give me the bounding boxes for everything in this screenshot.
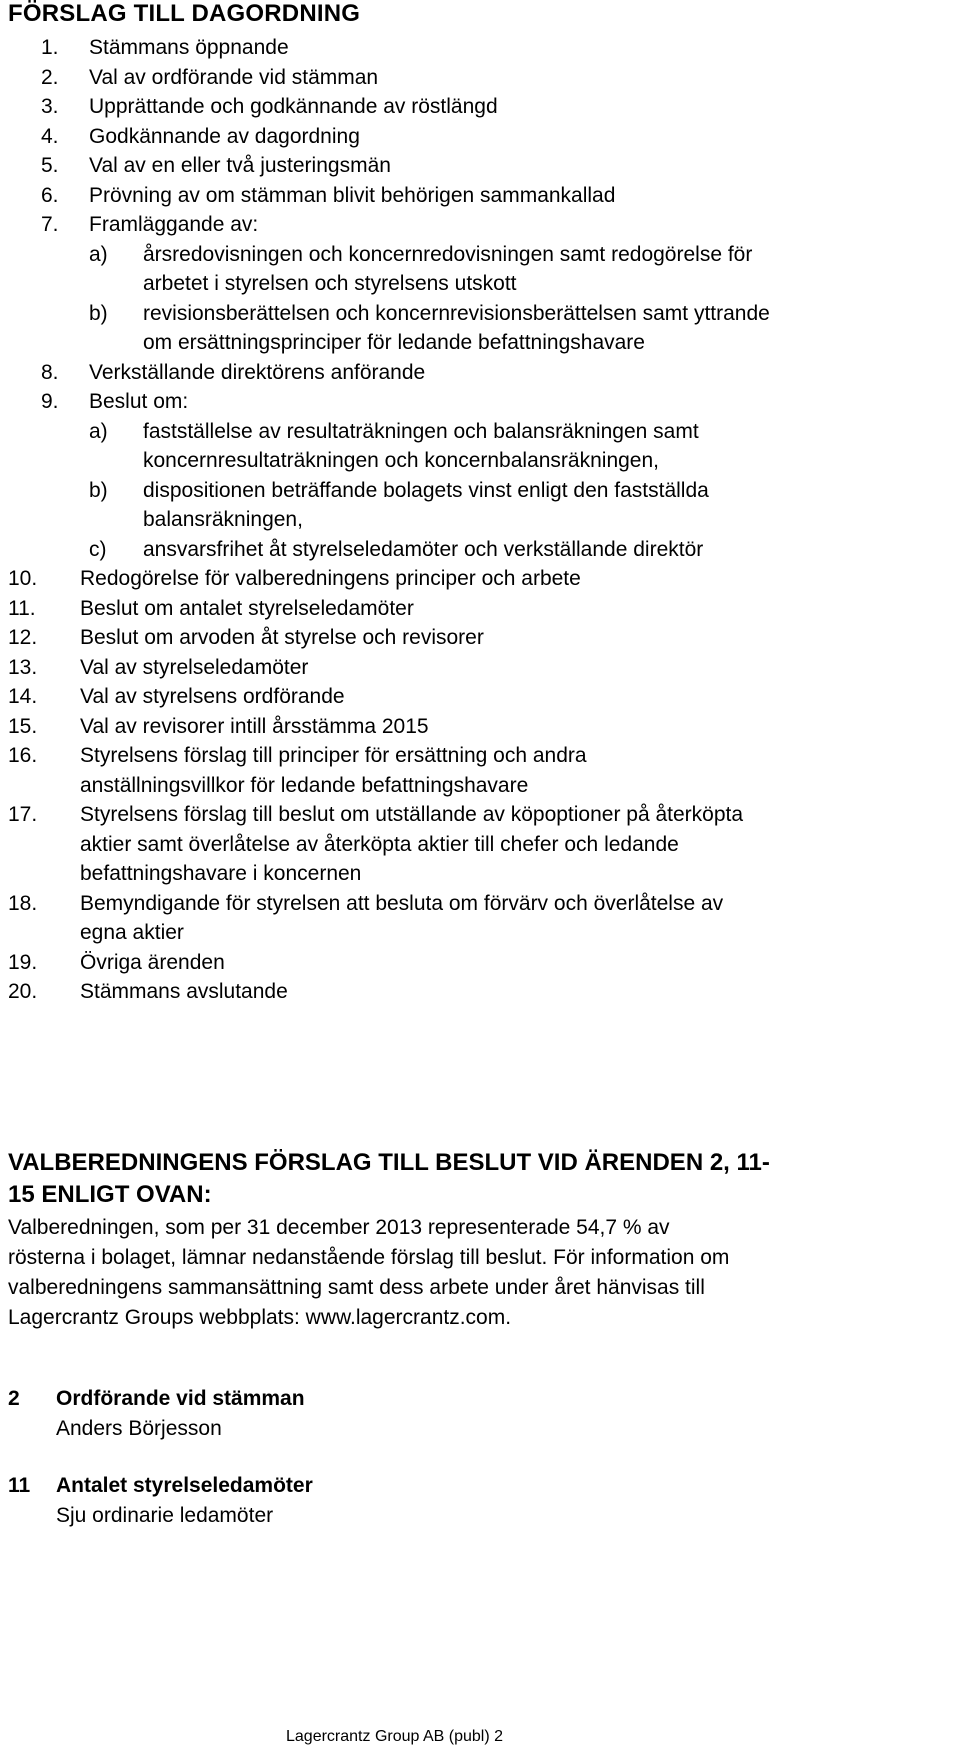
subitem-text: koncernresultaträkningen och koncernbalansräkningen,: [143, 449, 659, 472]
agenda-item: [0, 63, 960, 93]
item-text: Val av styrelsens ordförande: [80, 685, 345, 708]
intro-line: Valberedningen, som per 31 december 2013 representerade 54,7 % av: [8, 1216, 670, 1239]
agenda-item: [0, 800, 960, 830]
intro-line: valberedningens sammansättning samt dess arbete under året hänvisas till: [8, 1276, 705, 1299]
item-number: 16.: [8, 744, 38, 767]
intro-line: rösterna i bolaget, lämnar nedanstående förslag till beslut. För information om: [8, 1246, 730, 1269]
subitem-text: om ersättningsprinciper för ledande befattningshavare: [143, 331, 645, 354]
subitem-letter: b): [89, 301, 108, 325]
decision-text: Sju ordinarie ledamöter: [56, 1504, 274, 1527]
item-text: Stämmans öppnande: [89, 36, 289, 59]
subitem-text: arbetet i styrelsen och styrelsens utskott: [143, 272, 517, 295]
agenda-subitem-continuation: [0, 328, 960, 358]
decision-title: Antalet styrelseledamöter: [56, 1474, 313, 1497]
item-text: egna aktier: [80, 921, 184, 944]
item-text: Beslut om arvoden åt styrelse och revisorer: [80, 626, 484, 649]
item-number: 5.: [41, 154, 59, 177]
item-text: Val av revisorer intill årsstämma 2015: [80, 714, 429, 738]
decision-title: Ordförande vid stämman: [56, 1387, 305, 1410]
item-number: 3.: [41, 95, 59, 118]
agenda-item-continuation: [0, 859, 960, 889]
item-text: Framläggande av:: [89, 213, 259, 236]
agenda-item: [0, 33, 960, 63]
item-text: Godkännande av dagordning: [89, 124, 360, 148]
agenda-item: [0, 181, 960, 211]
agenda-item: [0, 623, 960, 653]
agenda-subitem: [0, 476, 960, 506]
item-text: Prövning av om stämman blivit behörigen sammankallad: [89, 183, 616, 207]
page-footer: Lagercrantz Group AB (publ) 2: [286, 1728, 504, 1745]
proposal-section: [8, 1147, 948, 1333]
item-text: Beslut om:: [89, 390, 189, 413]
proposal-heading-line: VALBEREDNINGENS FÖRSLAG TILL BESLUT VID ÄRENDEN 2, 11-: [8, 1149, 770, 1176]
agenda-item: [0, 122, 960, 152]
item-number: 20.: [8, 980, 38, 1003]
agenda-item: [0, 387, 960, 417]
agenda-item: [0, 653, 960, 683]
item-number: 11.: [8, 596, 36, 620]
item-text: Verkställande direktörens anförande: [89, 360, 426, 384]
item-number: 12.: [8, 626, 38, 649]
agenda-subitem: [0, 535, 960, 565]
item-text: befattningshavare i koncernen: [80, 862, 362, 885]
agenda-item: [0, 682, 960, 712]
item-number: 2.: [41, 65, 59, 89]
subitem-letter: b): [89, 478, 108, 502]
item-number: 14.: [8, 685, 38, 708]
item-number: 8.: [41, 360, 59, 384]
item-text: Val av styrelseledamöter: [80, 655, 309, 679]
item-number: 10.: [8, 567, 38, 590]
agenda-subitem: [0, 417, 960, 447]
subitem-text: ansvarsfrihet åt styrelseledamöter och verkställande direktör: [143, 537, 704, 561]
agenda-item: [0, 564, 960, 594]
item-number: 7.: [41, 213, 59, 236]
subitem-letter: a): [89, 419, 108, 443]
decision-number: 11: [8, 1474, 31, 1497]
item-number: 15.: [8, 714, 38, 738]
subitem-text: balansräkningen,: [143, 508, 303, 531]
intro-line: Lagercrantz Groups webbplats: www.lagercrantz.com.: [8, 1306, 512, 1329]
item-text: anställningsvillkor för ledande befattningshavare: [80, 773, 529, 797]
agenda-item-continuation: [0, 918, 960, 948]
subitem-text: revisionsberättelsen och koncernrevisionsberättelsen samt yttrande: [143, 301, 770, 325]
agenda-item: [0, 977, 960, 1007]
agenda-list: [0, 33, 960, 1007]
proposal-heading-line: 15 ENLIGT OVAN:: [8, 1181, 212, 1208]
agenda-subitem-continuation: [0, 446, 960, 476]
subitem-text: dispositionen beträffande bolagets vinst enligt den fastställda: [143, 478, 709, 502]
agenda-item: [0, 92, 960, 122]
item-number: 9.: [41, 390, 59, 413]
item-text: Styrelsens förslag till beslut om utställande av köpoptioner på återköpta: [80, 803, 744, 826]
item-text: Val av en eller två justeringsmän: [89, 154, 391, 177]
item-number: 4.: [41, 124, 59, 148]
agenda-item-continuation: [0, 830, 960, 860]
agenda-subitem: [0, 299, 960, 329]
item-text: Stämmans avslutande: [80, 980, 288, 1003]
agenda-item: [0, 948, 960, 978]
proposal-heading: [8, 1147, 948, 1211]
item-number: 6.: [41, 183, 59, 207]
item-text: Övriga ärenden: [80, 950, 225, 974]
item-text: aktier samt överlåtelse av återköpta aktier till chefer och ledande: [80, 832, 679, 856]
item-number: 19.: [8, 950, 38, 974]
proposal-intro: [8, 1213, 948, 1333]
subitem-text: årsredovisningen och koncernredovisningen samt redogörelse för: [143, 242, 753, 266]
agenda-item: [0, 889, 960, 919]
item-text: Redogörelse för valberedningens principer och arbete: [80, 567, 581, 590]
agenda-item: [0, 358, 960, 388]
agenda-item-continuation: [0, 771, 960, 801]
agenda-subitem-continuation: [0, 505, 960, 535]
agenda-subitem: [0, 240, 960, 270]
item-text: Val av ordförande vid stämman: [89, 65, 379, 89]
decision-number: 2: [8, 1387, 20, 1410]
agenda-item: [0, 594, 960, 624]
item-text: Beslut om antalet styrelseledamöter: [80, 596, 414, 620]
item-text: Bemyndigande för styrelsen att besluta om förvärv och överlåtelse av: [80, 891, 724, 915]
item-number: 1.: [41, 36, 59, 59]
agenda-item: [0, 741, 960, 771]
agenda-subitem-continuation: [0, 269, 960, 299]
agenda-item: [0, 151, 960, 181]
item-text: Upprättande och godkännande av röstlängd: [89, 95, 498, 118]
agenda-item: [0, 210, 960, 240]
page-title: FÖRSLAG TILL DAGORDNING: [8, 0, 361, 27]
decision-text: Anders Börjesson: [56, 1417, 222, 1440]
subitem-text: fastställelse av resultaträkningen och balansräkningen samt: [143, 419, 699, 443]
subitem-letter: c): [89, 537, 107, 561]
item-text: Styrelsens förslag till principer för ersättning och andra: [80, 744, 587, 767]
item-number: 13.: [8, 655, 38, 679]
item-number: 17.: [8, 803, 38, 826]
subitem-letter: a): [89, 242, 108, 266]
item-number: 18.: [8, 891, 38, 915]
agenda-item: [0, 712, 960, 742]
